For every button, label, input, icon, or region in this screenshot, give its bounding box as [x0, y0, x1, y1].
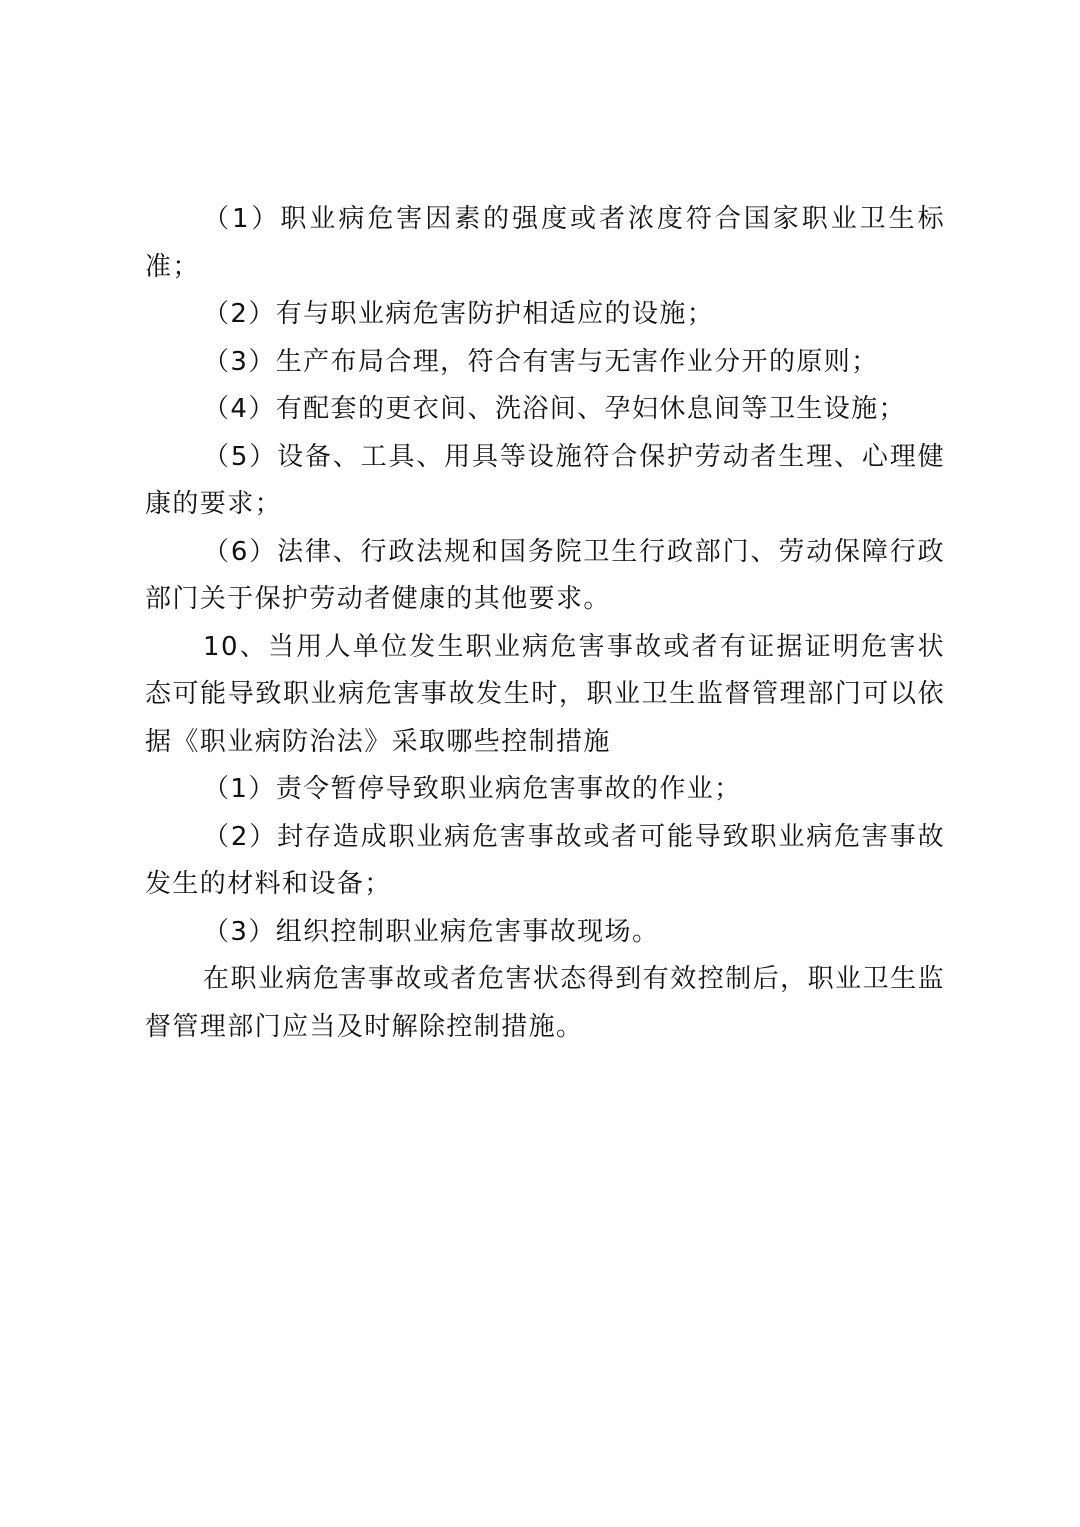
closing-paragraph: 在职业病危害事故或者危害状态得到有效控制后，职业卫生监督管理部门应当及时解除控制措施。 [145, 964, 945, 1042]
list-item-requirement-3: （3）生产布局合理，符合有害与无害作业分开的原则； [203, 346, 879, 377]
list-item-requirement-4: （4）有配套的更衣间、洗浴间、孕妇休息间等卫生设施； [203, 394, 906, 424]
list-item-measure-2: （2）封存造成职业病危害事故或者可能导致职业病危害事故发生的材料和设备； [145, 821, 945, 899]
document-body [145, 196, 945, 1051]
list-item-measure-1: （1）责令暂停导致职业病危害事故的作业； [203, 774, 742, 804]
list-item-requirement-5: （5）设备、工具、用具等设施符合保护劳动者生理、心理健康的要求； [145, 441, 945, 519]
list-item-requirement-1: （1）职业病危害因素的强度或者浓度符合国家职业卫生标准； [145, 204, 945, 282]
list-item-requirement-6: （6）法律、行政法规和国务院卫生行政部门、劳动保障行政部门关于保护劳动者健康的其他要求。 [145, 536, 945, 614]
list-item-requirement-2: （2）有与职业病危害防护相适应的设施； [203, 299, 715, 329]
question-10: 10、当用人单位发生职业病危害事故或者有证据证明危害状态可能导致职业病危害事故发生时，职业卫生监督管理部门可以依据《职业病防治法》采取哪些控制措施 [145, 631, 945, 757]
list-item-measure-3: （3）组织控制职业病危害事故现场。 [203, 916, 660, 947]
